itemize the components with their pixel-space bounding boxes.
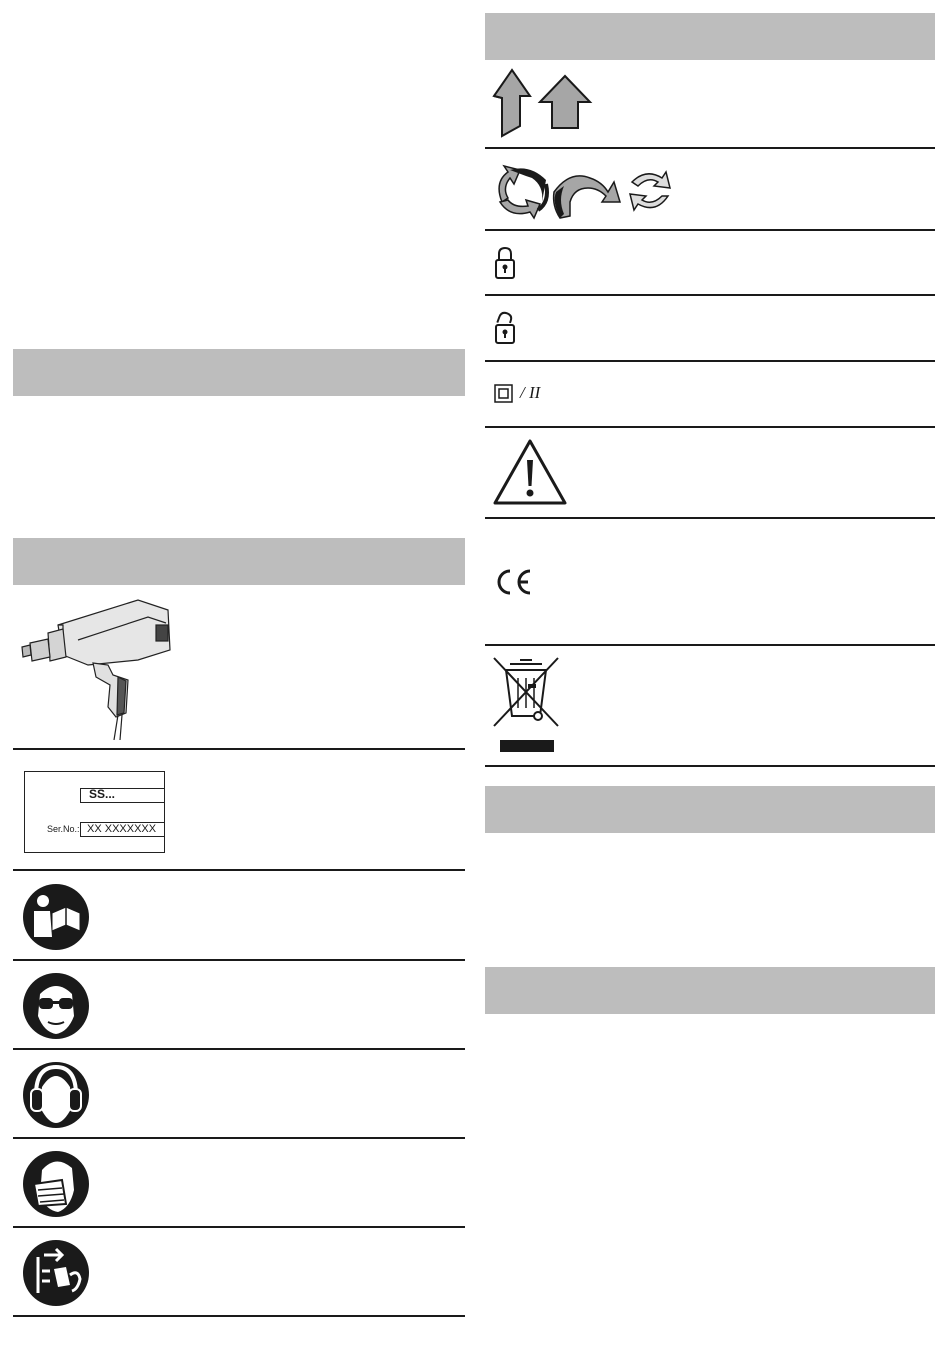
read-manual-icon [22, 883, 90, 951]
arrow-up-icon [490, 66, 595, 138]
model-value: SS... [89, 787, 116, 801]
divider [13, 1048, 465, 1050]
section-header-bar [485, 786, 935, 833]
protection-class-icon [494, 384, 514, 404]
section-header-bar [485, 13, 935, 60]
rating-plate [24, 771, 165, 853]
serial-field [80, 822, 165, 837]
warning-triangle-icon [492, 438, 568, 506]
divider [13, 1137, 465, 1139]
section-header-bar [485, 967, 935, 1014]
divider [485, 644, 935, 646]
unplug-icon [22, 1239, 90, 1307]
divider [13, 959, 465, 961]
divider [13, 748, 465, 750]
divider [13, 1315, 465, 1317]
serial-value: XX XXXXXXX [87, 823, 157, 835]
model-field [80, 788, 165, 803]
section-header-bar [13, 538, 465, 585]
ear-protection-icon [22, 1061, 90, 1129]
divider [485, 229, 935, 231]
divider [485, 765, 935, 767]
divider [13, 869, 465, 871]
divider [13, 1226, 465, 1228]
rotation-direction-icon [490, 162, 680, 220]
serial-label: Ser.No.: [47, 824, 80, 834]
section-header-bar [13, 349, 465, 396]
divider [485, 147, 935, 149]
divider [485, 360, 935, 362]
weee-bin-icon [490, 654, 562, 754]
safety-glasses-icon [22, 972, 90, 1040]
lock-open-icon [494, 311, 520, 345]
divider [485, 426, 935, 428]
lock-closed-icon [494, 246, 516, 280]
dust-mask-icon [22, 1150, 90, 1218]
ce-mark-icon [494, 568, 534, 596]
divider [485, 517, 935, 519]
impact-wrench-image [18, 595, 178, 740]
divider [485, 294, 935, 296]
protection-class-label: / II [520, 383, 541, 402]
